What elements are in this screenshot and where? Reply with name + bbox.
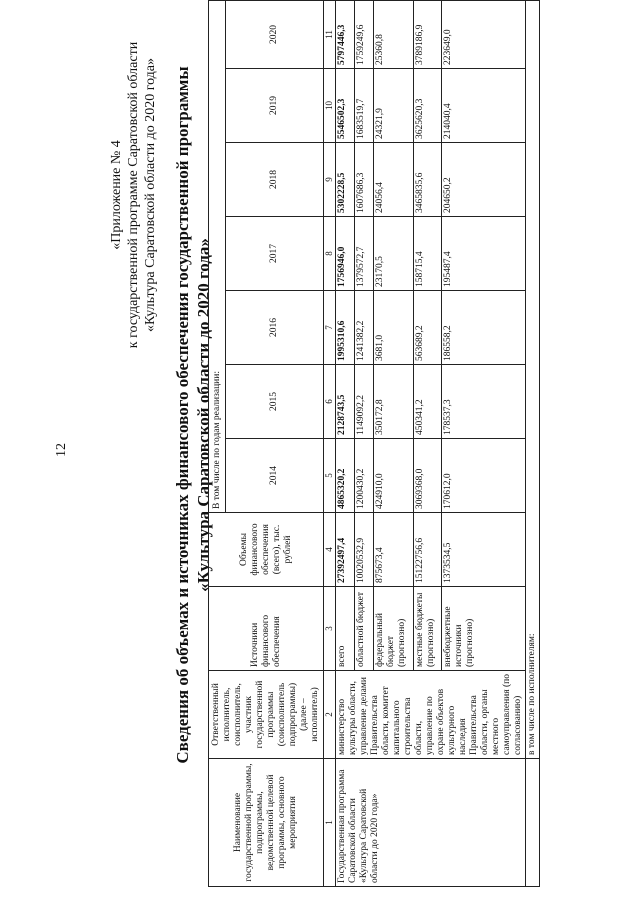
- year-value-cell: 1200430,2: [355, 439, 374, 513]
- appendix-line-3: «Культура Саратовской области до 2020 года»: [143, 57, 158, 333]
- year-value-cell: 350172,8: [374, 365, 414, 439]
- year-value-cell: 3465835,6: [414, 143, 442, 217]
- index-cell: 6: [324, 365, 336, 439]
- year-value-cell: 3625620,3: [414, 69, 442, 143]
- index-cell: 9: [324, 143, 336, 217]
- col-header-year: 2014: [226, 439, 324, 513]
- year-value-cell: 424910,0: [374, 439, 414, 513]
- index-cell: 7: [324, 291, 336, 365]
- col-header-year: 2016: [226, 291, 324, 365]
- program-name-cell: Государственная программа Саратовской области «Культура Саратовской области до 2020 года»: [336, 759, 526, 887]
- year-value-cell: 204650,2: [442, 143, 526, 217]
- heading-line-1: Сведения об объемах и источниках финансового обеспечения государственной программы: [173, 66, 192, 764]
- total-value-cell: 875673,4: [374, 513, 414, 587]
- year-value-cell: 1607686,3: [355, 143, 374, 217]
- source-cell: всего: [336, 587, 355, 671]
- year-value-cell: 2128743,5: [336, 365, 355, 439]
- index-cell: 1: [324, 759, 336, 887]
- year-value-cell: 5797446,3: [336, 0, 355, 68]
- year-value-cell: 5546502,3: [336, 69, 355, 143]
- total-value-cell: 15122756,6: [414, 513, 442, 587]
- heading-line-2: «Культура Саратовской области до 2020 года»: [194, 238, 213, 592]
- index-cell: 10: [324, 69, 336, 143]
- empty-cell: [526, 759, 540, 887]
- year-value-cell: 5302228,5: [336, 143, 355, 217]
- index-cell: 11: [324, 0, 336, 68]
- table-row-by-executors: [526, 0, 540, 886]
- year-value-cell: 3681,0: [374, 291, 414, 365]
- col-header-source: Источники финансового обеспечения: [209, 587, 324, 671]
- year-value-cell: 223649,0: [442, 0, 526, 68]
- year-value-cell: 3069368,0: [414, 439, 442, 513]
- total-value-cell: 27392497,4: [336, 513, 355, 587]
- appendix-title: «Приложение № 4: [109, 140, 124, 250]
- year-value-cell: 24056,4: [374, 143, 414, 217]
- year-value-cell: 1241382,2: [355, 291, 374, 365]
- year-value-cell: 214040,4: [442, 69, 526, 143]
- source-cell: местные бюджеты (прогнозно): [414, 587, 442, 671]
- index-cell: 4: [324, 513, 336, 587]
- year-value-cell: 1756946,0: [336, 217, 355, 291]
- index-cell: 2: [324, 671, 336, 759]
- index-cell: 5: [324, 439, 336, 513]
- index-row: [324, 0, 336, 886]
- source-cell: областной бюджет: [355, 587, 374, 671]
- year-value-cell: 1149092,2: [355, 365, 374, 439]
- executor-cell: министерство культуры области, управление делами Правительства области, комитет капитального строительства области, управление по охране объектов культурного наследия Правительства области, органы местного самоуправления (по согласованию): [336, 671, 526, 759]
- year-value-cell: 563689,2: [414, 291, 442, 365]
- total-value-cell: 10020532,9: [355, 513, 374, 587]
- year-value-cell: 178537,3: [442, 365, 526, 439]
- col-header-year: 2017: [226, 217, 324, 291]
- col-header-year: 2015: [226, 365, 324, 439]
- year-value-cell: 3789186,9: [414, 0, 442, 68]
- year-value-cell: 24321,9: [374, 69, 414, 143]
- year-value-cell: 1379572,7: [355, 217, 374, 291]
- col-header-year: 2019: [226, 69, 324, 143]
- source-cell: федеральный бюджет (прогнозно): [374, 587, 414, 671]
- total-value-cell: 1373534,5: [442, 513, 526, 587]
- year-value-cell: 158715,4: [414, 217, 442, 291]
- year-value-cell: 23170,5: [374, 217, 414, 291]
- year-value-cell: 195487,4: [442, 217, 526, 291]
- year-value-cell: 1995310,6: [336, 291, 355, 365]
- col-header-by-years: В том числе по годам реализации:: [209, 0, 226, 512]
- by-executors-label: в том числе по исполнителям:: [526, 0, 540, 758]
- page-number: 12: [54, 443, 69, 457]
- index-cell: 3: [324, 587, 336, 671]
- index-cell: 8: [324, 217, 336, 291]
- col-header-total: Объемы финансового обеспечения (всего), тыс. рублей: [209, 513, 324, 587]
- year-value-cell: 186558,2: [442, 291, 526, 365]
- col-header-year: 2020: [226, 0, 324, 68]
- financing-table: [208, 0, 540, 887]
- year-value-cell: 450341,2: [414, 365, 442, 439]
- year-value-cell: 170612,0: [442, 439, 526, 513]
- appendix-line-2: к государственной программе Саратовской области: [126, 41, 141, 349]
- year-value-cell: 25360,8: [374, 0, 414, 68]
- year-value-cell: 1759249,6: [355, 0, 374, 68]
- year-value-cell: 1683519,7: [355, 69, 374, 143]
- source-cell: внебюджетные источники (прогнозно): [442, 587, 526, 671]
- header-row: [209, 0, 226, 886]
- col-header-name: Наименование государственной программы, подпрограммы, ведомственной целевой программы, основного мероприятия: [209, 759, 324, 887]
- col-header-executor: Ответственный исполнитель, соисполнитель, участник государственной программы (соисполнитель подпрограммы) (далее – исполнитель): [209, 671, 324, 759]
- table-row-total: [336, 0, 355, 886]
- year-value-cell: 4865320,2: [336, 439, 355, 513]
- appendix-block: [108, 25, 159, 365]
- col-header-year: 2018: [226, 143, 324, 217]
